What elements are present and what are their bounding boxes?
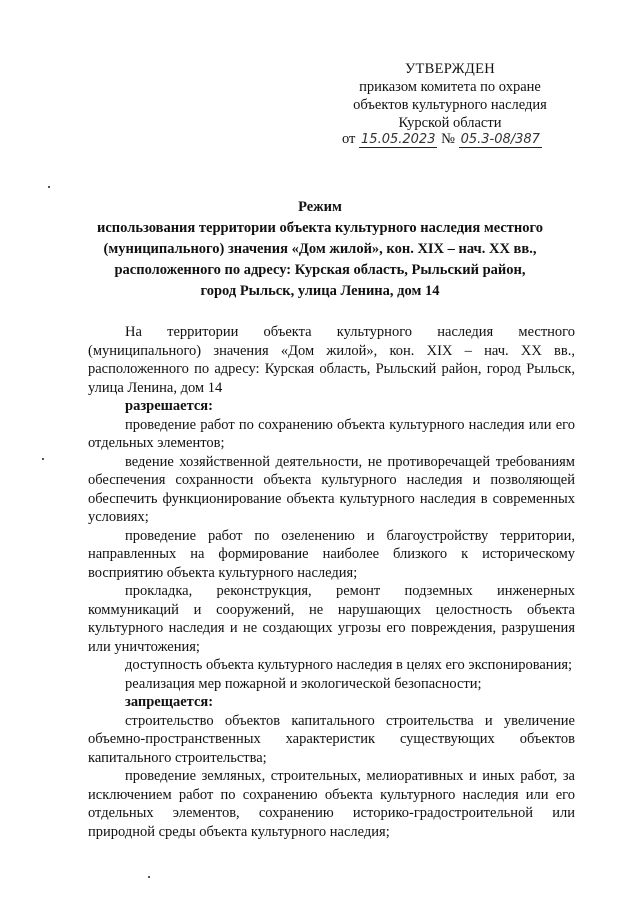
scan-speck — [48, 186, 50, 188]
approval-block — [330, 60, 570, 132]
allowed-item: доступность объекта культурного наследия в целях его экспонирования; — [125, 657, 573, 673]
approval-title: УТВЕРЖДЕН — [404, 61, 496, 77]
intro-paragraph: На территории объекта культурного наследия местного (муниципального) значения «Дом жилой», кон. XIX – нач. XX вв., расположенного по адресу: Курская область, Рыльский район, город Рыльск, улица Ленина, дом 14 — [88, 324, 575, 396]
title-line-1: Режим — [298, 199, 342, 215]
allowed-item: реализация мер пожарной и экологической безопасности; — [125, 675, 482, 692]
allowed-item: прокладка, реконструкция, ремонт подземных инженерных коммуникаций и сооружений, не нарушающих целостность объекта культурного наследия и не создающих угрозы его повреждения, разрушения или уничтожения; — [88, 583, 575, 655]
allowed-heading: разрешается: — [125, 398, 213, 414]
approval-line-3: Курской области — [398, 115, 502, 131]
approval-line-2: объектов культурного наследия — [353, 97, 547, 113]
forbidden-heading: запрещается: — [125, 694, 214, 710]
approval-line-1: приказом комитета по охране — [359, 79, 541, 95]
date-prefix: от — [342, 131, 356, 147]
allowed-item: проведение работ по озеленению и благоустройству территории, направленных на формирование наиболее близкого к историческому восприятию объекта культурного наследия; — [88, 527, 575, 581]
title-line-2: использования территории объекта культурного наследия местного — [96, 220, 544, 236]
number-sign: № — [441, 131, 455, 147]
document-body — [88, 323, 575, 841]
forbidden-item: проведение земляных, строительных, мелиоративных и иных работ, за исключением работ по сохранению объекта культурного наследия или его отдельных элементов, сохранению историко-градостроительной или природной среды объекта культурного наследия; — [88, 768, 575, 840]
forbidden-item: строительство объектов капитального строительства и увеличение объемно-пространственных характеристик существующих объектов капитального строительства; — [88, 712, 575, 766]
scan-speck — [148, 876, 150, 878]
title-line-3: (муниципального) значения «Дом жилой», кон. XIX – нач. XX вв., — [103, 241, 537, 257]
title-line-5: город Рыльск, улица Ленина, дом 14 — [200, 283, 440, 299]
approval-date-line — [342, 131, 542, 148]
document-title — [70, 197, 570, 302]
handwritten-number: 05.3-08/387 — [460, 132, 540, 147]
allowed-item: ведение хозяйственной деятельности, не противоречащей требованиям обеспечения сохранности объекта культурного наследия и позволяющей обеспечить функционирование объекта культурного наследия в современных условиях; — [88, 453, 575, 525]
allowed-item: проведение работ по сохранению объекта культурного наследия или его отдельных элементов; — [88, 416, 575, 451]
handwritten-date: 15.05.2023 — [361, 132, 436, 147]
scan-speck — [42, 458, 44, 460]
title-line-4: расположенного по адресу: Курская область, Рыльский район, — [114, 262, 526, 278]
